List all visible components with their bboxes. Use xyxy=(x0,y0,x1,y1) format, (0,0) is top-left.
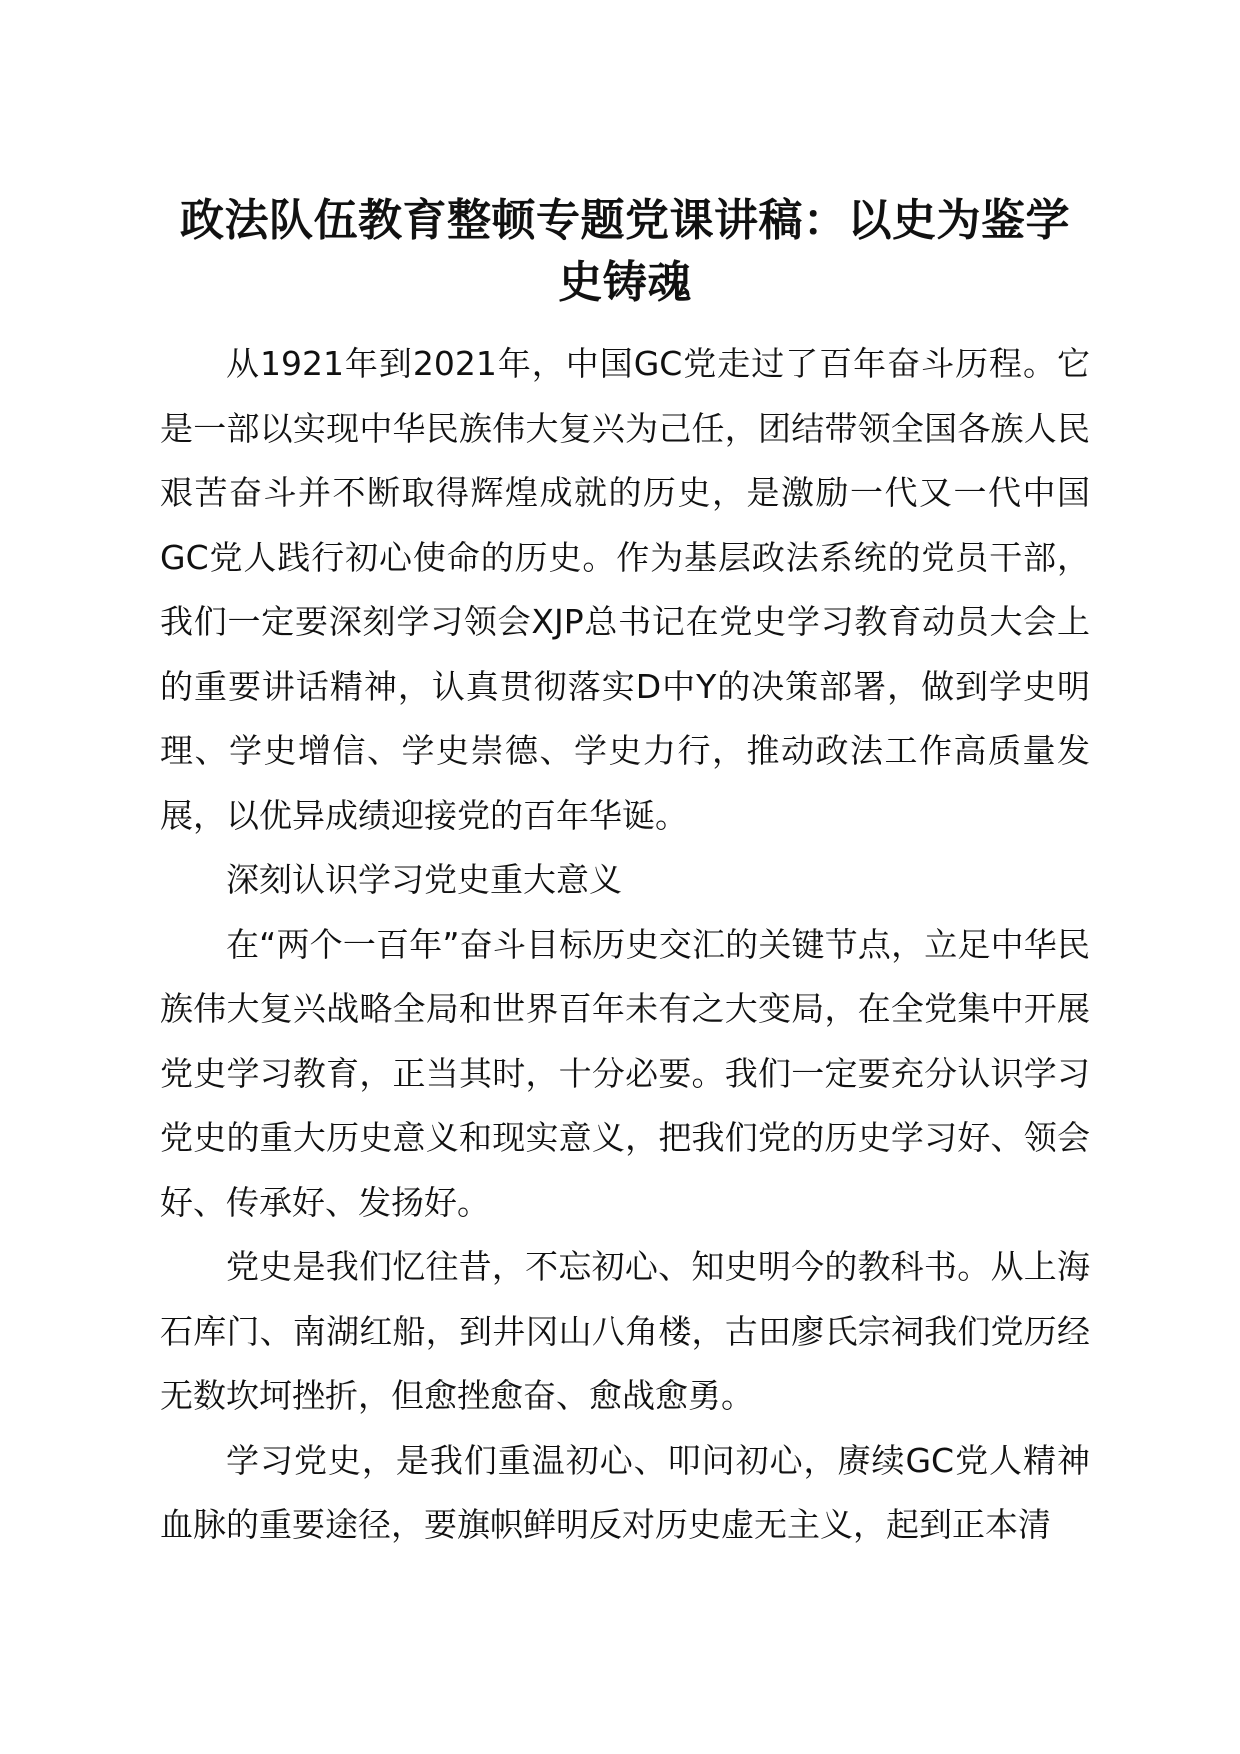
section-heading: 深刻认识学习党史重大意义 xyxy=(226,860,622,899)
paragraph-intro: 从1921年到2021年，中国GC党走过了百年奋斗历程。它是一部以实现中华民族伟大复兴为己任，团结带领全国各族人民艰苦奋斗并不断取得辉煌成就的历史，是激励一代又一代中国GC党人践行初心使命的历史。作为基层政法系统的党员干部，我们一定要深刻学习领会XJP总书记在党史学习教育动员大会上的重要讲话精神，认真贯彻落实D中Y的决策部署，做到学史明理、学史增信、学史崇德、学史力行，推动政法工作高质量发展，以优异成绩迎接党的百年华诞。 xyxy=(160,344,1090,835)
document-page xyxy=(160,190,1090,1558)
document-body xyxy=(160,332,1090,1558)
paragraph-party-history: 党史是我们忆往昔，不忘初心、知史明今的教科书。从上海石库门、南湖红船，到井冈山八角楼，古田廖氏宗祠我们党历经无数坎坷挫折，但愈挫愈奋、愈战愈勇。 xyxy=(160,1247,1090,1415)
paragraph-significance: 在“两个一百年”奋斗目标历史交汇的关键节点，立足中华民族伟大复兴战略全局和世界百年未有之大变局，在全党集中开展党史学习教育，正当其时，十分必要。我们一定要充分认识学习党史的重大历史意义和现实意义，把我们党的历史学习好、领会好、传承好、发扬好。 xyxy=(160,924,1090,1222)
paragraph-study: 学习党史，是我们重温初心、叩问初心，赓续GC党人精神血脉的重要途径，要旗帜鲜明反对历史虚无主义，起到正本清 xyxy=(160,1440,1090,1544)
document-title: 政法队伍教育整顿专题党课讲稿：以史为鉴学史铸魂 xyxy=(180,195,1070,308)
